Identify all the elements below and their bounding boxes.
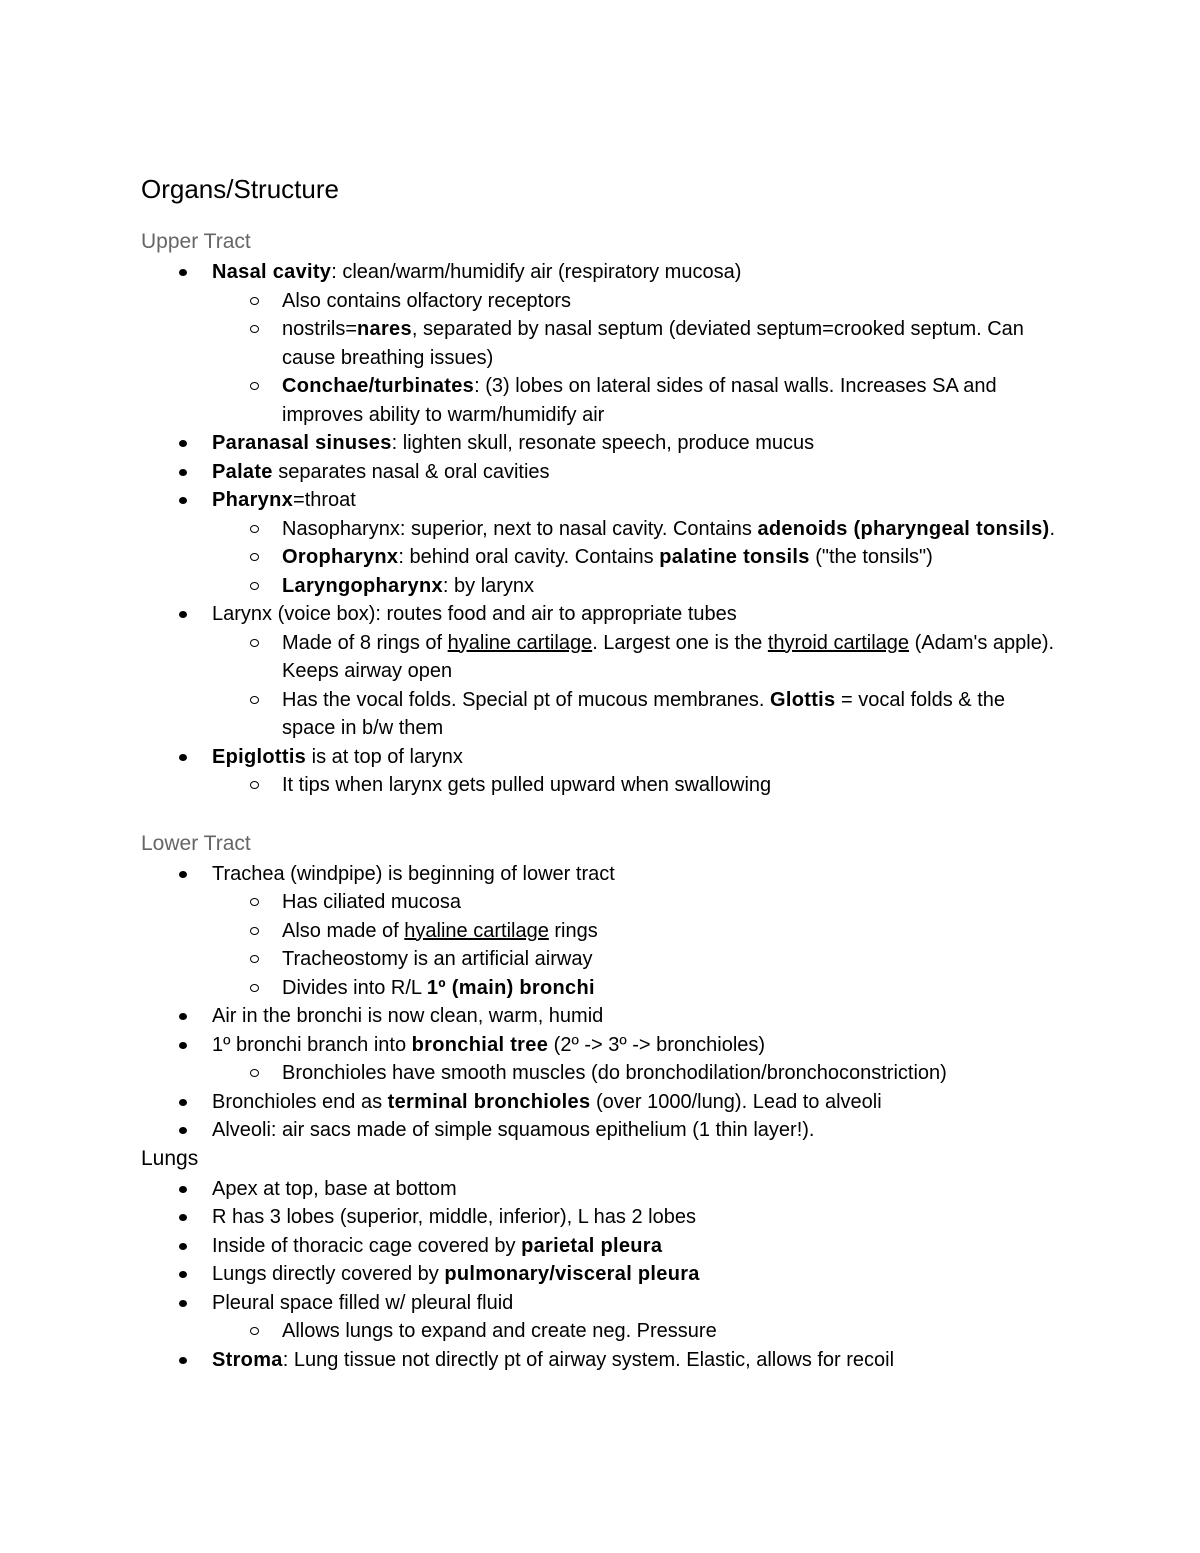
bullet-icon	[179, 1243, 187, 1250]
list-item	[141, 743, 1061, 772]
spacer	[141, 800, 1061, 830]
section-heading-lower-tract: Lower Tract	[141, 831, 251, 855]
text-run: Inside of thoracic cage covered by	[212, 1234, 522, 1257]
text-run: Trachea (windpipe) is beginning of lower tract	[212, 862, 615, 885]
text-run: =throat	[293, 489, 356, 511]
bold-term: Stroma	[212, 1348, 283, 1371]
bullet-icon	[179, 754, 187, 761]
sub-list	[141, 1059, 1061, 1088]
section-heading-upper-tract: Upper Tract	[141, 230, 251, 253]
bold-term: adenoids (pharyngeal tonsils)	[757, 517, 1050, 540]
list-item	[141, 486, 1061, 515]
list-item	[141, 1175, 1061, 1204]
bold-term: Glottis	[770, 688, 836, 711]
text-run: Made of 8 rings of	[282, 631, 448, 654]
sub-list-item	[141, 1317, 1061, 1346]
bullet-icon	[179, 1214, 187, 1221]
sub-list-item	[141, 686, 1061, 743]
bullet-icon	[179, 1042, 187, 1049]
text-run: (Adam's apple). Keeps airway open	[282, 631, 1055, 682]
bullet-icon	[179, 269, 187, 276]
sub-list-item	[141, 372, 1061, 429]
list-item	[141, 1031, 1061, 1060]
text-run: It tips when larynx gets pulled upward when swallowing	[282, 774, 772, 796]
upper-tract-list	[141, 258, 1061, 800]
text-run: (over 1000/lung). Lead to alveoli	[590, 1090, 882, 1113]
page-title: Organs/Structure	[141, 174, 339, 204]
text-run: Has ciliated mucosa	[282, 891, 461, 913]
bold-term: Palate	[212, 460, 273, 483]
bold-term: Laryngopharynx	[282, 574, 443, 597]
sub-list	[141, 629, 1061, 743]
text-run: : lighten skull, resonate speech, produce mucus	[391, 432, 815, 454]
bold-term: bronchial tree	[411, 1033, 549, 1056]
bullet-icon	[179, 871, 187, 878]
text-run: nostrils=	[282, 318, 358, 340]
bold-term: palatine tonsils	[659, 546, 810, 568]
hollow-bullet-icon	[250, 639, 259, 647]
list-item	[141, 860, 1061, 889]
list-item	[141, 1232, 1061, 1261]
hollow-bullet-icon	[250, 382, 259, 390]
bullet-icon	[179, 1300, 187, 1307]
bold-term: Paranasal sinuses	[212, 432, 392, 454]
bullet-icon	[179, 1357, 187, 1364]
hollow-bullet-icon	[250, 927, 259, 935]
bold-term: Nasal cavity	[212, 261, 332, 283]
underlined-term: hyaline cartilage	[447, 631, 593, 654]
sub-list-item	[141, 315, 1061, 372]
list-item	[141, 600, 1061, 629]
sub-list-item	[141, 1059, 1061, 1088]
hollow-bullet-icon	[250, 984, 259, 992]
sub-list-item	[141, 771, 1061, 800]
list-item	[141, 1260, 1061, 1289]
sub-list	[141, 287, 1061, 430]
list-item	[141, 1289, 1061, 1318]
text-run: Lungs directly covered by	[212, 1263, 445, 1285]
text-run: : (3) lobes on lateral sides of nasal walls. Increases SA and improves ability to warm/humidify air	[282, 375, 997, 426]
text-run: Bronchioles have smooth muscles (do bronchodilation/bronchoconstriction)	[282, 1062, 947, 1084]
bold-term: parietal pleura	[521, 1234, 663, 1257]
text-run: Tracheostomy is an artificial airway	[282, 948, 593, 970]
bold-term: Pharynx	[212, 489, 294, 511]
text-run: Allows lungs to expand and create neg. Pressure	[282, 1320, 717, 1342]
bullet-icon	[179, 1127, 187, 1134]
text-run: .	[1049, 517, 1056, 540]
bullet-icon	[179, 1186, 187, 1193]
text-run: (2º -> 3º -> bronchioles)	[548, 1033, 766, 1056]
sub-list-item	[141, 945, 1061, 974]
list-item	[141, 1002, 1061, 1031]
list-item	[141, 258, 1061, 287]
hollow-bullet-icon	[250, 525, 259, 533]
text-run: : by larynx	[442, 574, 535, 597]
document-page	[141, 172, 1061, 1374]
text-run: , separated by nasal septum (deviated septum=crooked septum. Can cause breathing issues)	[282, 318, 1024, 369]
sub-list-item	[141, 515, 1061, 544]
bold-term: pulmonary/visceral pleura	[444, 1263, 700, 1285]
bold-term: nares	[357, 318, 412, 340]
text-run: Bronchioles end as	[212, 1090, 388, 1113]
section-heading-lungs: Lungs	[141, 1146, 199, 1170]
bullet-icon	[179, 469, 187, 476]
bullet-icon	[179, 1013, 187, 1020]
text-run: Air in the bronchi is now clean, warm, humid	[212, 1005, 604, 1027]
sub-list-item	[141, 287, 1061, 316]
text-run: Larynx (voice box): routes food and air to appropriate tubes	[212, 603, 737, 625]
bold-term: Epiglottis	[212, 745, 307, 768]
underlined-term: thyroid cartilage	[767, 631, 910, 654]
text-run: separates nasal & oral cavities	[272, 460, 550, 483]
text-run: is at top of larynx	[306, 745, 463, 768]
sub-list	[141, 888, 1061, 1002]
text-run: Pleural space filled w/ pleural fluid	[212, 1291, 514, 1314]
bullet-icon	[179, 497, 187, 504]
text-run: : Lung tissue not directly pt of airway system. Elastic, allows for recoil	[282, 1348, 895, 1371]
text-run: . Largest one is the	[592, 631, 768, 654]
text-run: rings	[548, 919, 598, 942]
sub-list-item	[141, 974, 1061, 1003]
sub-list-item	[141, 572, 1061, 601]
sub-list	[141, 771, 1061, 800]
list-item	[141, 1116, 1061, 1145]
sub-list-item	[141, 917, 1061, 946]
hollow-bullet-icon	[250, 553, 259, 561]
hollow-bullet-icon	[250, 582, 259, 590]
hollow-bullet-icon	[250, 781, 259, 789]
text-run: : clean/warm/humidify air (respiratory mucosa)	[331, 261, 742, 283]
hollow-bullet-icon	[250, 696, 259, 704]
text-run: : behind oral cavity. Contains	[398, 546, 660, 568]
text-run: 1º bronchi branch into	[212, 1033, 412, 1056]
list-item	[141, 458, 1061, 487]
text-run: Has the vocal folds. Special pt of mucous membranes.	[282, 688, 771, 711]
lungs-list	[141, 1175, 1061, 1375]
bullet-icon	[179, 611, 187, 618]
sub-list-item	[141, 629, 1061, 686]
text-run: Alveoli: air sacs made of simple squamous epithelium (1 thin layer!).	[212, 1119, 815, 1141]
sub-list	[141, 515, 1061, 601]
list-item	[141, 429, 1061, 458]
bold-term: Conchae/turbinates	[282, 375, 475, 397]
list-item	[141, 1203, 1061, 1232]
bullet-icon	[179, 1099, 187, 1106]
lower-tract-list	[141, 860, 1061, 1145]
bold-term: terminal bronchioles	[387, 1090, 591, 1113]
text-run: Also made of	[282, 919, 405, 942]
sub-list-item	[141, 543, 1061, 572]
hollow-bullet-icon	[250, 898, 259, 906]
hollow-bullet-icon	[250, 297, 259, 305]
list-item	[141, 1088, 1061, 1117]
text-run: Nasopharynx: superior, next to nasal cavity. Contains	[282, 517, 758, 540]
hollow-bullet-icon	[250, 325, 259, 333]
text-run: Apex at top, base at bottom	[212, 1177, 457, 1200]
sub-list-item	[141, 888, 1061, 917]
text-run: Also contains olfactory receptors	[282, 289, 572, 312]
list-item	[141, 1346, 1061, 1375]
hollow-bullet-icon	[250, 955, 259, 963]
hollow-bullet-icon	[250, 1069, 259, 1077]
text-run: R has 3 lobes (superior, middle, inferior), L has 2 lobes	[212, 1206, 696, 1228]
underlined-term: hyaline cartilage	[404, 919, 549, 942]
text-run: ("the tonsils")	[809, 546, 933, 568]
bullet-icon	[179, 440, 187, 447]
text-run: Divides into R/L	[282, 976, 427, 999]
bold-term: Oropharynx	[282, 546, 399, 568]
bold-term: 1º (main) bronchi	[426, 976, 595, 999]
hollow-bullet-icon	[250, 1327, 259, 1335]
bullet-icon	[179, 1271, 187, 1278]
text-run: = vocal folds & the space in b/w them	[282, 688, 1005, 739]
sub-list	[141, 1317, 1061, 1346]
